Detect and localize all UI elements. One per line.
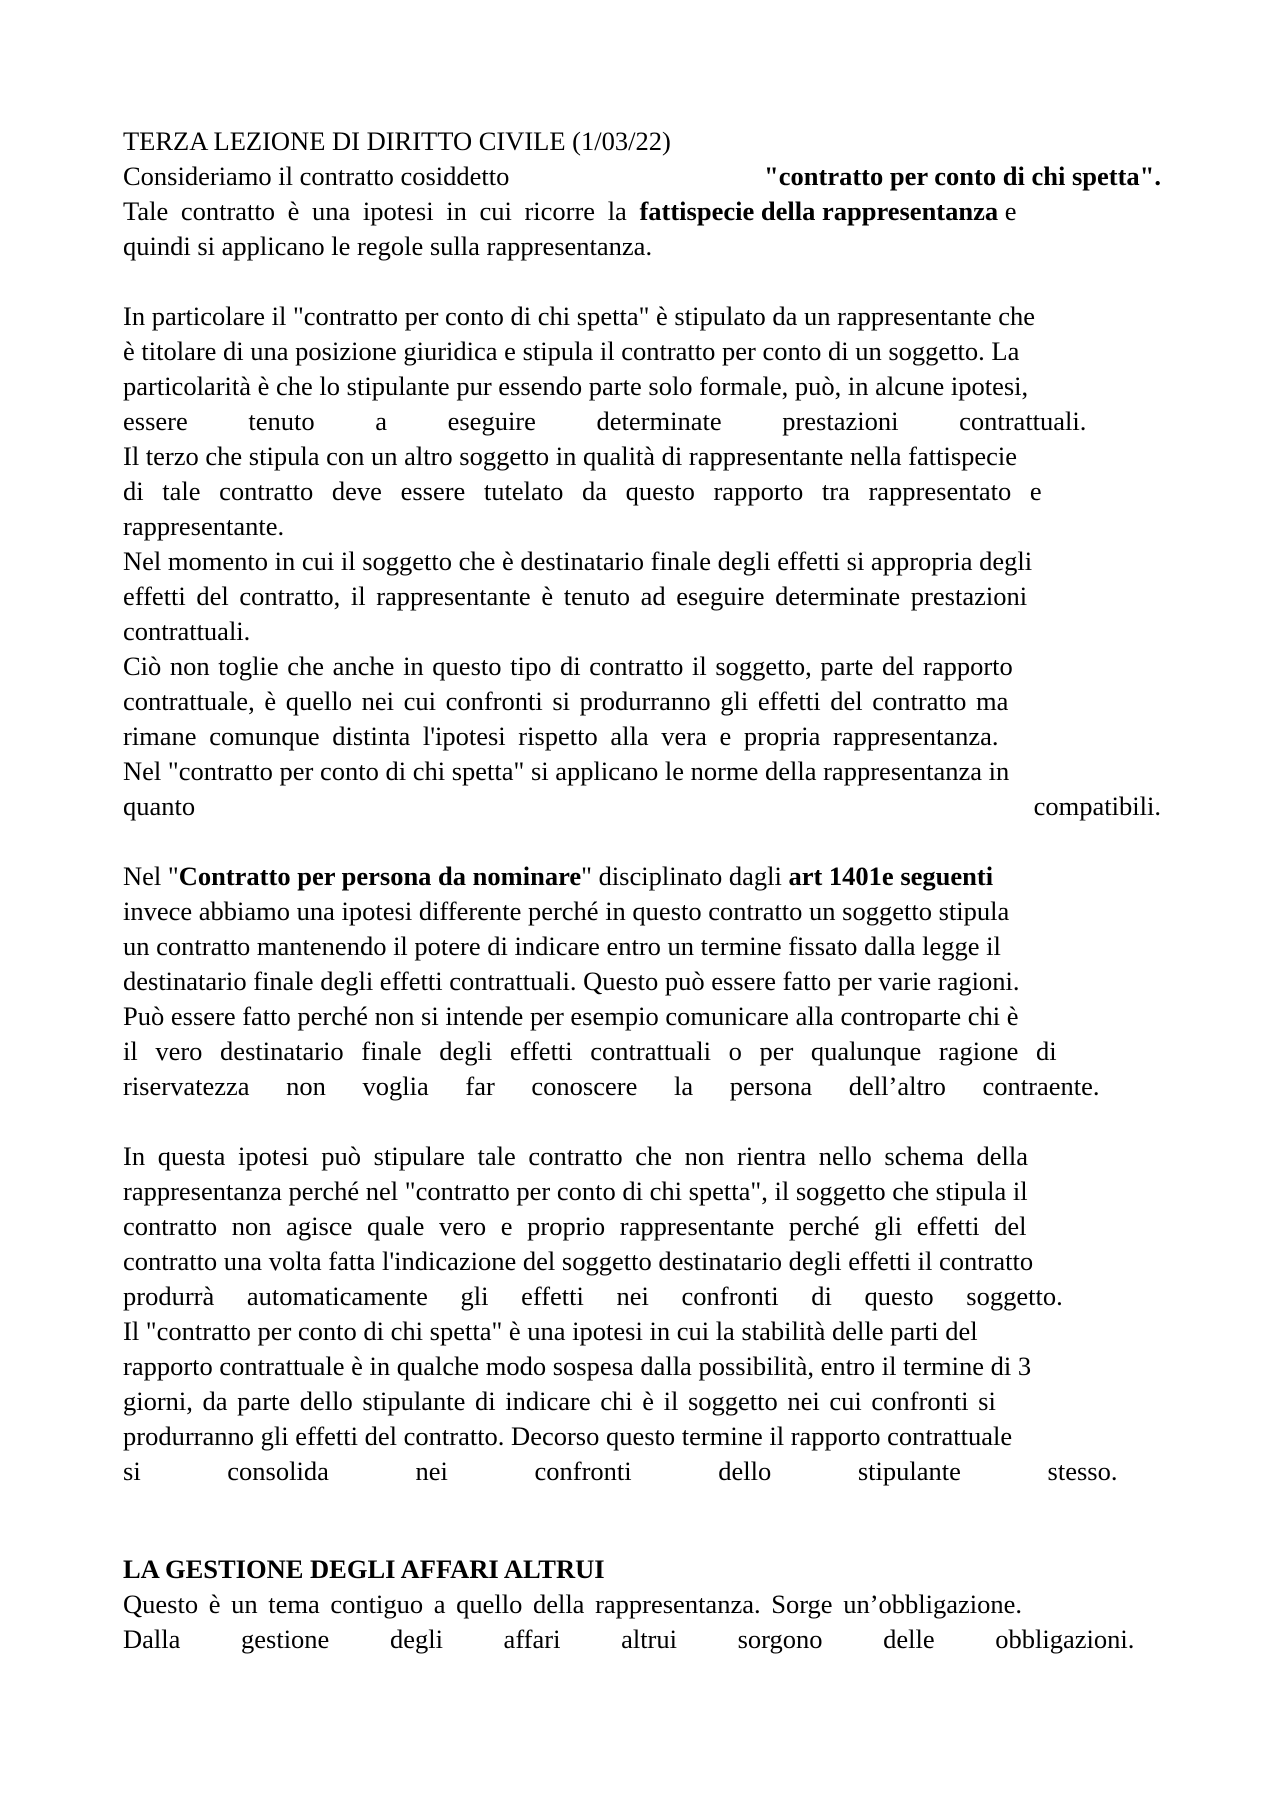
paragraph-line <box>123 194 1161 229</box>
text-run: Consideriamo il contratto cosiddetto <box>123 161 510 191</box>
paragraph-line: Può essere fatto perché non si intende per esempio comunicare alla controparte chi è <box>123 1001 1019 1031</box>
paragraph-line: Il terzo che stipula con un altro soggetto in qualità di rappresentante nella fattispecie <box>123 441 1018 471</box>
paragraph-line: di tale contratto deve essere tutelato da questo rapporto tra rappresentato e <box>123 476 1042 506</box>
paragraph-line: Questo è un tema contiguo a quello della rappresentanza. Sorge un’obbligazione. <box>123 1589 1023 1619</box>
text-run: compatibili. <box>1033 791 1161 821</box>
paragraph-line: riservatezza non voglia far conoscere la persona dell’altro contraente. <box>123 1071 1100 1101</box>
paragraph-line: quindi si applicano le regole sulla rappresentanza. <box>123 231 653 261</box>
paragraph-line: particolarità è che lo stipulante pur essendo parte solo formale, può, in alcune ipotesi, <box>123 371 1029 401</box>
paragraph-line: destinatario finale degli effetti contrattuali. Questo può essere fatto per varie ragioni. <box>123 966 1020 996</box>
paragraph-line: Dalla gestione degli affari altrui sorgono delle obbligazioni. <box>123 1624 1135 1654</box>
bold-text-run: Contratto per persona da nominare <box>178 861 582 891</box>
paragraph-line: produrranno gli effetti del contratto. Decorso questo termine il rapporto contrattuale <box>123 1421 1013 1451</box>
paragraph-line: contratto non agisce quale vero e proprio rappresentante perché gli effetti del <box>123 1211 1027 1241</box>
paragraph-line: rapporto contrattuale è in qualche modo sospesa dalla possibilità, entro il termine di 3 <box>123 1351 1032 1381</box>
paragraph-line: si consolida nei confronti dello stipulante stesso. <box>123 1456 1118 1486</box>
paragraph-line: rappresentante. <box>123 511 285 541</box>
document-page <box>123 124 1161 1657</box>
text-run: quanto <box>123 791 196 821</box>
text-run: Tale contratto è una ipotesi in cui ricorre la <box>123 196 640 226</box>
paragraph-line: contrattuali. <box>123 616 251 646</box>
paragraph-line: giorni, da parte dello stipulante di indicare chi è il soggetto nei cui confronti si <box>123 1386 996 1416</box>
text-run: e <box>998 196 1017 226</box>
paragraph-line: rappresentanza perché nel "contratto per conto di chi spetta", il soggetto che stipula il <box>123 1176 1028 1206</box>
paragraph-line: essere tenuto a eseguire determinate prestazioni contrattuali. <box>123 406 1087 436</box>
text-run: Nel " <box>123 861 179 891</box>
paragraph-line: invece abbiamo una ipotesi differente perché in questo contratto un soggetto stipula <box>123 896 1010 926</box>
bold-text-run: "contratto per conto di chi spetta". <box>764 161 1161 191</box>
paragraph-line: è titolare di una posizione giuridica e stipula il contratto per conto di un soggetto. La <box>123 336 1020 366</box>
paragraph-line: contratto una volta fatta l'indicazione del soggetto destinatario degli effetti il contratto <box>123 1246 1034 1276</box>
paragraph-line: Nel momento in cui il soggetto che è destinatario finale degli effetti si appropria degli <box>123 546 1033 576</box>
section-heading: LA GESTIONE DEGLI AFFARI ALTRUI <box>123 1554 605 1584</box>
paragraph-line <box>123 159 1161 194</box>
paragraph-line: Nel "contratto per conto di chi spetta" si applicano le norme della rappresentanza in <box>123 756 1010 786</box>
paragraph-line: contrattuale, è quello nei cui confronti si produrranno gli effetti del contratto ma <box>123 686 1009 716</box>
paragraph-line: effetti del contratto, il rappresentante è tenuto ad eseguire determinate prestazioni <box>123 581 1028 611</box>
paragraph-line: In particolare il "contratto per conto di chi spetta" è stipulato da un rappresentante che <box>123 301 1035 331</box>
paragraph-line <box>123 859 1161 894</box>
paragraph-line: un contratto mantenendo il potere di indicare entro un termine fissato dalla legge il <box>123 931 1001 961</box>
paragraph-line: rimane comunque distinta l'ipotesi rispetto alla vera e propria rappresentanza. <box>123 721 999 751</box>
paragraph-line: Il "contratto per conto di chi spetta" è una ipotesi in cui la stabilità delle parti del <box>123 1316 978 1346</box>
paragraph-line: produrrà automaticamente gli effetti nei confronti di questo soggetto. <box>123 1281 1063 1311</box>
paragraph-line: Ciò non toglie che anche in questo tipo di contratto il soggetto, parte del rapporto <box>123 651 1013 681</box>
paragraph-line: In questa ipotesi può stipulare tale contratto che non rientra nello schema della <box>123 1141 1028 1171</box>
document-title: TERZA LEZIONE DI DIRITTO CIVILE (1/03/22) <box>123 126 671 156</box>
paragraph-line <box>123 789 1161 824</box>
bold-text-run: art 1401e seguenti <box>788 861 994 891</box>
bold-text-run: fattispecie della rappresentanza <box>639 196 999 226</box>
text-run: " disciplinato dagli <box>581 861 789 891</box>
paragraph-line: il vero destinatario finale degli effetti contrattuali o per qualunque ragione di <box>123 1036 1057 1066</box>
